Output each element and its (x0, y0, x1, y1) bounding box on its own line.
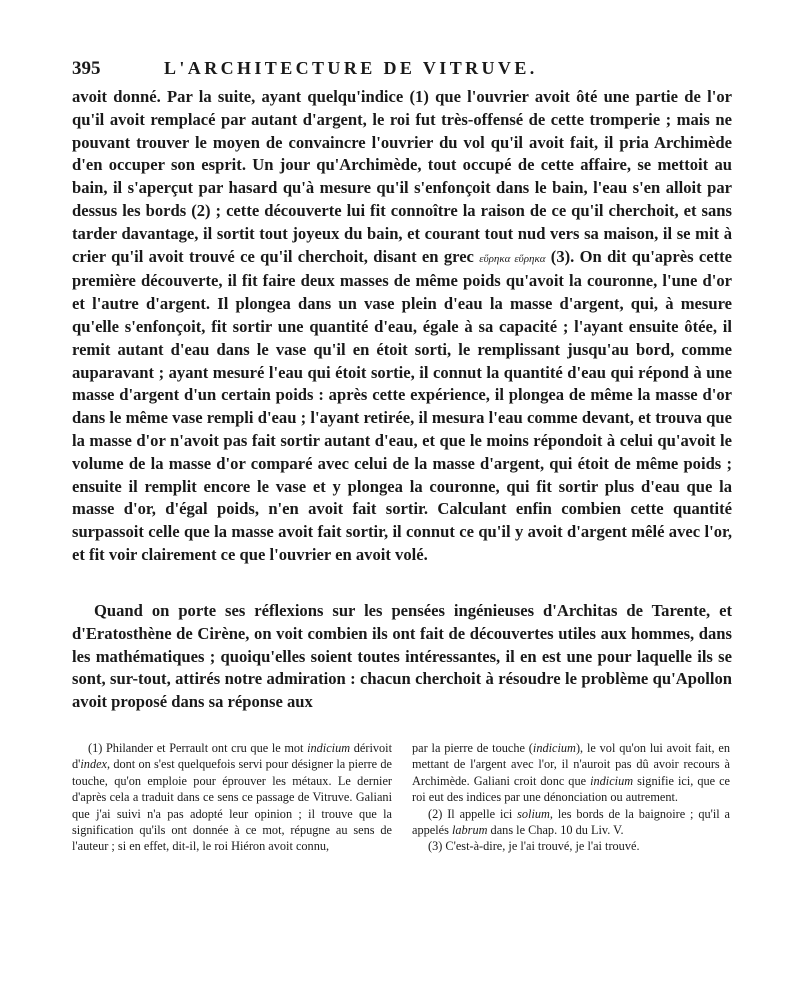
page-header (72, 58, 732, 82)
footnote-1-term: indicium (590, 773, 634, 788)
paragraph-1-text-a: avoit donné. Par la suite, ayant quelqu'indice (1) que l'ouvrier avoit ôté une partie de l'or qu'il avoit remplacé par autant d'argent, le roi fut très-offensé de cette tromperie ; mais ne pouvant trouver le moyen de convaincre l'ouvrier du vol qu'il avoit fait, il pria Archimède d'en occuper son esprit. Un jour qu'Archimède, tout occupé de cette affaire, se mettoit au bain, il s'aperçut par hasard qu'à mesure qu'il s'enfonçoit dans le bain, l'eau s'en alloit par dessus les bords (2) ; cette découverte lui fit connoître la raison de ce qu'il cherchoit, et sans tarder davantage, il sortit tout joyeux du bain, et courant tout nud vers sa maison, il se mit à crier qu'il avoit trouvé ce qu'il cherchoit, disant en grec (72, 87, 732, 266)
footnote-1-text: signifie ici, que ce roi eut des indices par une dénonciation ou autrement. (412, 773, 731, 805)
page-number: 395 (72, 58, 101, 79)
footnote-1-term: indicium (532, 741, 576, 755)
footnote-2 (412, 806, 730, 839)
footnote-2-term: solium (517, 806, 550, 821)
paragraph-1-text-b: (3). On dit qu'après cette première découverte, il fit faire deux masses de même poids qu'avoit la couronne, l'une d'or et l'autre d'argent. Il plongea dans un vase plein d'eau la masse d'argent, qui, à mesure qu'elle s'enfonçoit, fit sortir une quantité d'eau, égale à sa capacité ; l'ayant ensuite ôtée, il remit autant d'eau dans le vase qu'il en étoit sorti, le remplissant jusqu'au bord, comme auparavant ; ayant mesuré l'eau qui étoit sortie, il connut la quantité d'eau qui répond à une masse d'argent d'un certain poids : après cette expérience, il plongea de même la masse d'or dans le même vase rempli d'eau ; l'ayant retirée, il mesura l'eau comme devant, et trouva que la masse d'or n'avoit pas fait sortir autant d'eau, et que le moins répondoit à celui qu'avoit le volume de la masse d'or comparé avec celui de la masse d'argent, qui étoit de même poids ; ensuite il remplit encore le vase et y plongea la couronne, qui fit sortir plus d'eau que la masse d'or, d'égal poids, n'en avoit fait sortir. Calculant enfin combien cette quantité surpassoit celle que la masse avoit fait sortir, il connut ce qu'il y avoit d'argent mêlé avec l'or, et fit voir clairement ce que l'ouvrier en avoit volé. (72, 246, 732, 564)
body-paragraph-2: Quand on porte ses réflexions sur les pensées ingénieuses d'Architas de Tarente, et d'Eratosthène de Cirène, on voit combien ils ont fait de découvertes utiles aux hommes, dans les mathématiques ; quoiqu'elles soient toutes intéressantes, il en est une pour laquelle ils se sont, sur-tout, attirés notre admiration : chacun cherchoit à résoudre le problème qu'Apollon avoit proposé dans sa réponse aux (72, 601, 732, 712)
footnote-2-text: (2) Il appelle ici (428, 806, 518, 821)
footnote-1 (72, 740, 392, 855)
footnote-1-text: dérivoit d' (72, 741, 392, 772)
body-paragraph-1 (72, 86, 732, 567)
footnote-1-text: (1) Philander et Perrault ont cru que le mot (88, 741, 308, 755)
footnote-1-text: , dont on s'est quelquefois servi pour désigner la pierre de touche, qu'on emploie pour éprouver les métaux. Le dernier d'après cela a traduit dans ce sens ce passage de Vitruve. Galiani que j'ai suivi n'a pas adopté leur opinion ; il trouve que la signification qu'ils ont donnée à ce mot, répugne au sens de l'auteur ; si en effet, dit-il, le roi Hiéron avoit connu, (72, 757, 392, 854)
footnotes-left-column (72, 740, 392, 855)
footnotes-right-column (412, 740, 730, 855)
footnote-1-text: ), le vol qu'on lui avoit fait, en mettant de l'argent avec l'or, il n'auroit pas dû avoir recours à Archimède. Galiani croit donc que (412, 741, 730, 788)
running-title: L'ARCHITECTURE DE VITRUVE. (164, 58, 538, 78)
footnote-2-text: dans le Chap. 10 du Liv. V. (487, 823, 624, 838)
footnote-2-term: labrum (451, 823, 488, 838)
greek-eureka: εὕρηκα εὕρηκα (479, 252, 546, 265)
footnote-2-text: , les bords de la baignoire ; qu'il a appelés (412, 806, 730, 838)
footnote-1-term: indicium (307, 741, 351, 755)
footnote-3: (3) C'est-à-dire, je l'ai trouvé, je l'ai trouvé. (428, 839, 640, 854)
footnote-1-term: index (80, 757, 108, 772)
footnote-1-continued (412, 740, 730, 806)
footnote-1-text: par la pierre de touche ( (412, 741, 533, 755)
